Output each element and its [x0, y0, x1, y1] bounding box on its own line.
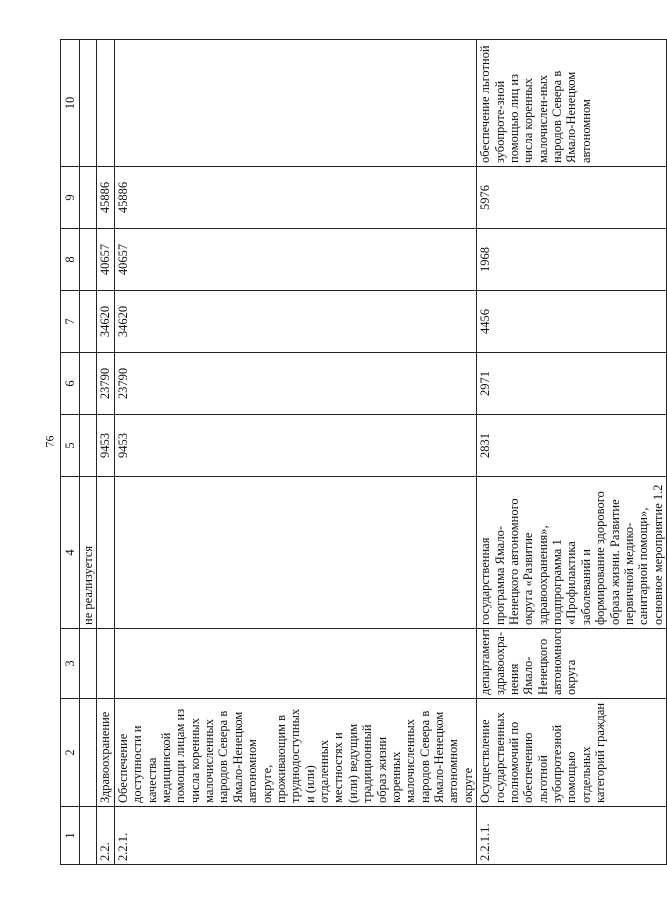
cell-index: 2.2. — [97, 807, 114, 865]
header-cell: 4 — [61, 477, 80, 629]
cell-executor: департамент здравоохра-нения Ямало-Ненецкого автономного округа — [477, 629, 667, 699]
header-cell: 6 — [61, 353, 80, 415]
program-table — [60, 39, 667, 865]
cell-result — [97, 40, 114, 167]
cell-program: не реализуется — [80, 477, 97, 629]
cell-result — [80, 40, 97, 167]
cell-executor — [97, 629, 114, 699]
cell-result: обеспечение льготной зубопроте-зной помощью лиц из числа коренных малочислен-ных народов Севера в Ямало-Ненецком автономном — [477, 40, 667, 167]
cell-value: 23790 — [114, 353, 476, 415]
cell-name — [80, 699, 97, 807]
cell-value: 34620 — [114, 291, 476, 353]
cell-executor — [80, 629, 97, 699]
cell-name: Здравоохранение — [97, 699, 114, 807]
cell-index: 2.2.1. — [114, 807, 476, 865]
cell-value: 23790 — [97, 353, 114, 415]
cell-value — [80, 353, 97, 415]
header-cell: 3 — [61, 629, 80, 699]
cell-index: 2.2.1.1. — [477, 807, 667, 865]
table-row — [477, 40, 667, 865]
header-cell: 1 — [61, 807, 80, 865]
cell-value: 1968 — [477, 229, 667, 291]
cell-value — [80, 167, 97, 229]
table-row — [97, 40, 114, 865]
cell-program: государственная программа Ямало-Ненецкого автономного округа «Развитие здравоохранения», подпрограмма 1 «Профилактика заболеваний и формирование здорового образа жизни. Развитие первичной медико-санитарной помощи», основное мероприятие 1.2 — [477, 477, 667, 629]
cell-value — [80, 291, 97, 353]
cell-value: 5976 — [477, 167, 667, 229]
header-cell: 9 — [61, 167, 80, 229]
table-row — [80, 40, 97, 865]
cell-value: 45886 — [114, 167, 476, 229]
cell-program — [97, 477, 114, 629]
header-row — [61, 40, 80, 865]
header-cell: 8 — [61, 229, 80, 291]
header-cell: 7 — [61, 291, 80, 353]
cell-name: Осуществление государственных полномочий по обеспечению льготной зубопротезной помощью отдельных категорий граждан — [477, 699, 667, 807]
cell-value — [80, 229, 97, 291]
cell-value: 45886 — [97, 167, 114, 229]
header-cell: 5 — [61, 415, 80, 477]
cell-value: 2831 — [477, 415, 667, 477]
page-number: 76 — [42, 435, 57, 448]
cell-value: 4456 — [477, 291, 667, 353]
cell-index — [80, 807, 97, 865]
table-row — [114, 40, 476, 865]
cell-result — [114, 40, 476, 167]
cell-value — [80, 415, 97, 477]
cell-value: 9453 — [97, 415, 114, 477]
cell-value: 2971 — [477, 353, 667, 415]
cell-value: 40657 — [114, 229, 476, 291]
cell-executor — [114, 629, 476, 699]
cell-program — [114, 477, 476, 629]
cell-value: 9453 — [114, 415, 476, 477]
cell-value: 34620 — [97, 291, 114, 353]
header-cell: 2 — [61, 699, 80, 807]
cell-name: Обеспечение доступности и качества медицинской помощи лицам из числа коренных малочисленных народов Севера в Ямало-Ненецком автономном округе, проживающим в труднодоступных и (или) отдаленных местностях и (или) ведущим традиционный образ жизни коренных малочисленных народов Севера в Ямало-Ненецком автономном округе — [114, 699, 476, 807]
rotated-table-container — [60, 40, 665, 865]
header-cell: 10 — [61, 40, 80, 167]
cell-value: 40657 — [97, 229, 114, 291]
